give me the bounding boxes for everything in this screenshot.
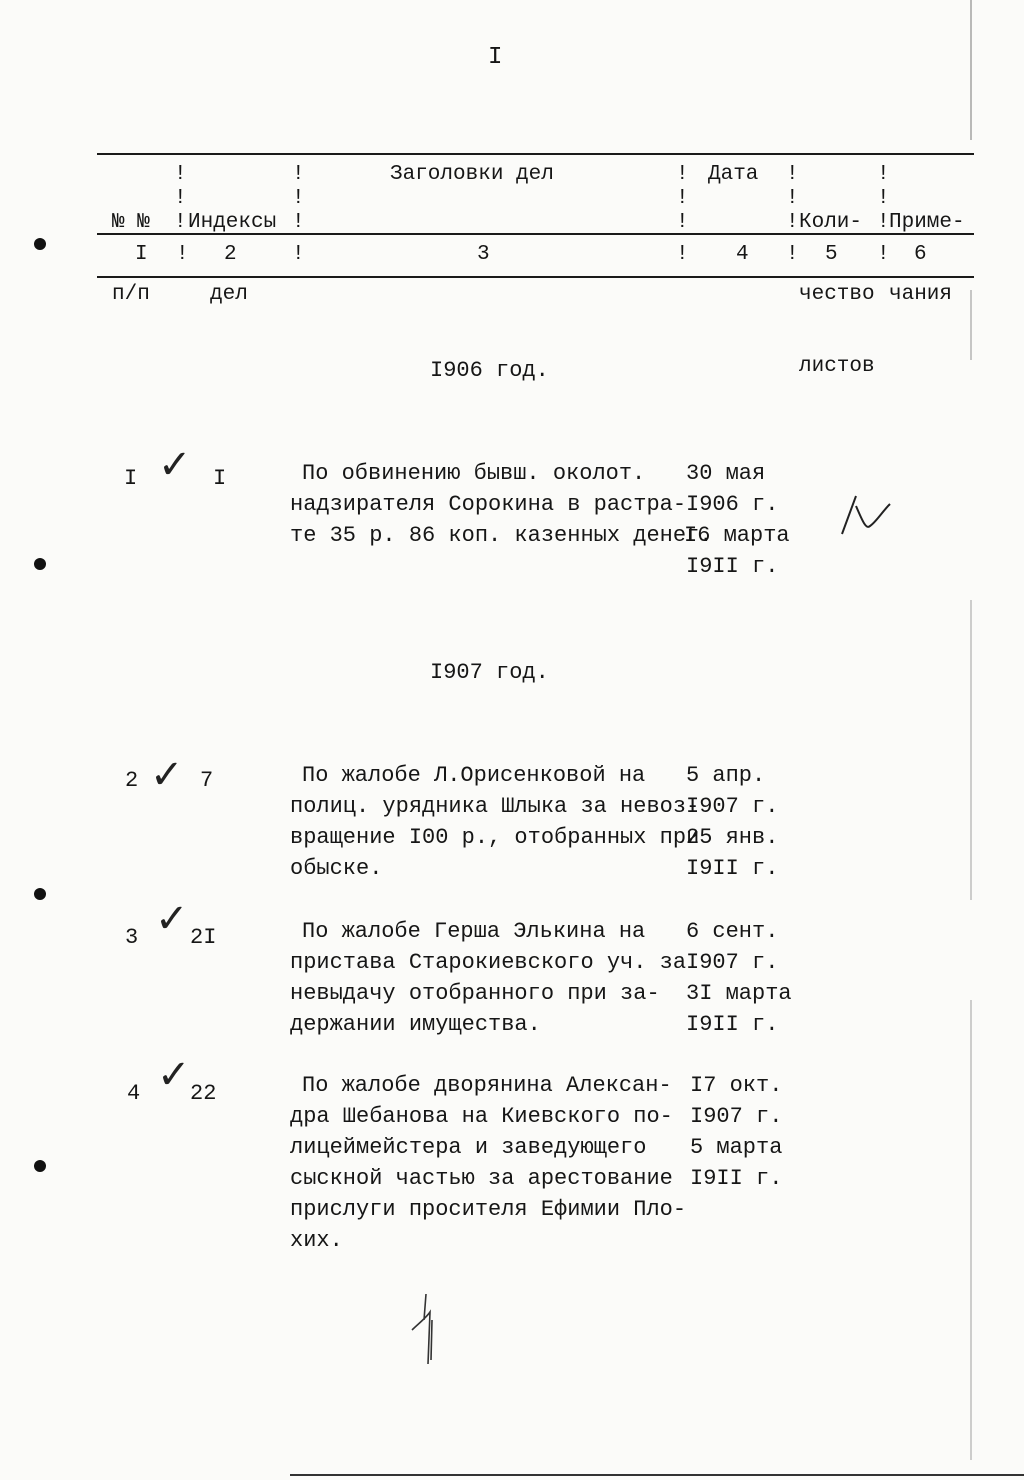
- checkmark-icon: ✓: [158, 442, 192, 488]
- column-number-3: 3: [477, 243, 490, 266]
- entry-dates: I7 окт. I907 г. 5 марта I9II г.: [690, 1073, 783, 1191]
- year-heading: I907 год.: [430, 660, 549, 685]
- entry-title: По жалобе Герша Элькина на пристава Старокиевского уч. за невыдачу отобранного при за- держании имущества.: [290, 919, 687, 1037]
- header-sep-2: ! ! !: [292, 163, 305, 234]
- header-col-notes: Приме- чания: [889, 211, 965, 306]
- column-number-sep: !: [176, 243, 189, 266]
- header-col-number: № № п/п: [112, 211, 150, 306]
- entry-number: 2: [125, 768, 139, 793]
- edge-line: [970, 290, 972, 360]
- header-col-titles: Заголовки дел: [390, 163, 554, 186]
- header-col-sheets: Коли- чество листов: [799, 211, 875, 378]
- entry-index: 22: [190, 1081, 217, 1106]
- edge-line: [970, 600, 972, 900]
- year-heading: I906 год.: [430, 358, 549, 383]
- entry-index: 7: [200, 768, 214, 793]
- edge-line: [970, 0, 972, 140]
- checkmark-icon: ✓: [155, 896, 189, 942]
- entry-index: 2I: [190, 925, 217, 950]
- header-col-date: Дата: [708, 163, 759, 186]
- column-number-1: I: [135, 243, 148, 266]
- header-sep-5: ! ! !: [877, 163, 890, 234]
- checkmark-icon: ✓: [150, 752, 184, 798]
- header-top-rule: [97, 153, 974, 155]
- column-number-sep: !: [877, 243, 890, 266]
- page-number: I: [488, 44, 503, 71]
- punch-hole: [34, 1160, 46, 1172]
- entry-number: 4: [127, 1081, 141, 1106]
- entry-index: I: [213, 466, 227, 491]
- column-number-6: 6: [914, 243, 927, 266]
- column-number-5: 5: [825, 243, 838, 266]
- column-number-2: 2: [224, 243, 237, 266]
- entry-title: По жалобе Л.Орисенковой на полиц. урядника Шлыка за невоз- вращение I00 р., отобранных при обыске.: [290, 763, 700, 881]
- entry-number: 3: [125, 925, 139, 950]
- punch-hole: [34, 558, 46, 570]
- punch-hole: [34, 238, 46, 250]
- checkmark-icon: ✓: [157, 1052, 191, 1098]
- header-sep-4: ! ! !: [786, 163, 799, 234]
- entry-dates: 6 сент. I907 г. 3I марта I9II г.: [686, 919, 792, 1037]
- header-col-index: Индексы дел: [188, 211, 277, 306]
- entry-dates: 30 мая I906 г. I6 марта I9II г.: [684, 461, 790, 579]
- header-sep-3: ! ! !: [676, 163, 689, 234]
- entry-title: По обвинению бывш. околот. надзирателя Сорокина в растра- те 35 р. 86 коп. казенных денег.: [290, 461, 713, 548]
- entry-number: I: [124, 466, 138, 491]
- column-number-sep: !: [292, 243, 305, 266]
- entry-dates: 5 апр. I907 г. 25 янв. I9II г.: [686, 763, 779, 881]
- header-sep-1: ! ! !: [174, 163, 187, 234]
- edge-line: [970, 1000, 972, 1460]
- column-number-4: 4: [736, 243, 749, 266]
- column-number-sep: !: [786, 243, 799, 266]
- handwritten-mark-icon: [836, 490, 896, 540]
- entry-title: По жалобе дворянина Алексан- дра Шебанова на Киевского по- лицеймейстера и заведующего сыскной частью за арестование прислуги просителя Ефимии Пло- хих.: [290, 1073, 687, 1253]
- column-number-sep: !: [676, 243, 689, 266]
- punch-hole: [34, 888, 46, 900]
- handwritten-folio-mark-icon: [404, 1290, 444, 1370]
- bottom-edge-line: [290, 1474, 1024, 1476]
